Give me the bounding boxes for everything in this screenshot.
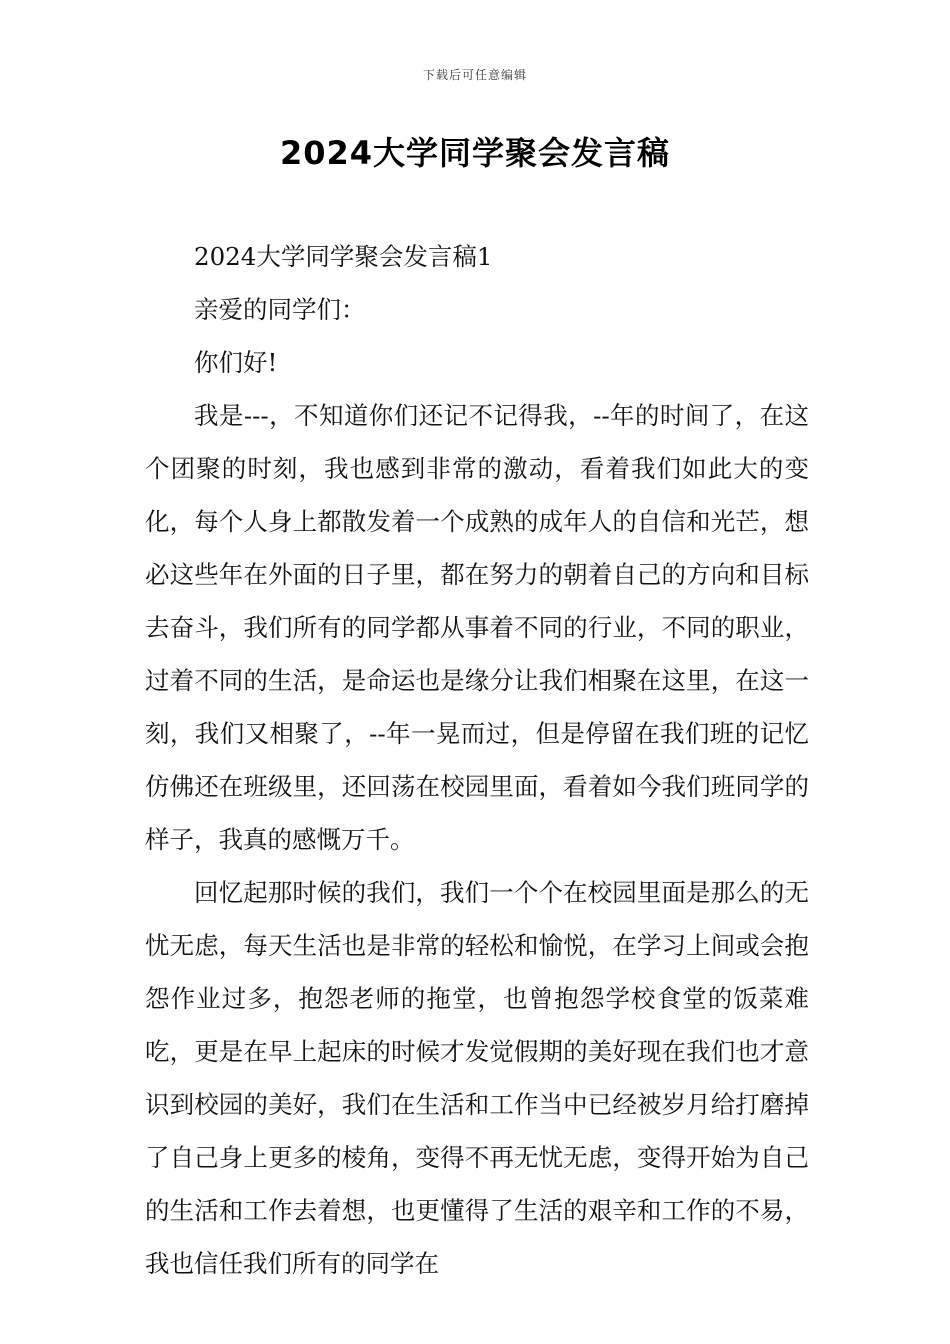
document-body: [145, 230, 809, 1290]
document-title: 2024大学同学聚会发言稿: [279, 134, 671, 172]
paragraph-body-2: 回忆起那时候的我们，我们一个个在校园里面是那么的无忧无虑，每天生活也是非常的轻松和愉悦，在学习上间或会抱怨作业过多，抱怨老师的拖堂，也曾抱怨学校食堂的饭菜难吃，更是在早上起床的时候才发觉假期的美好现在我们也才意识到校园的美好，我们在生活和工作当中已经被岁月给打磨掉了自己身上更多的棱角，变得不再无忧无虑，变得开始为自己的生活和工作去着想，也更懂得了生活的艰辛和工作的不易，我也信任我们所有的同学在: [145, 878, 809, 1278]
paragraph-salutation: 亲爱的同学们：: [194, 295, 366, 324]
paragraph-greeting: 你们好!: [194, 348, 278, 377]
page-header-note: 下载后可任意编辑: [422, 68, 527, 82]
paragraph-subtitle: 2024大学同学聚会发言稿1: [194, 242, 493, 271]
paragraph-body-1: 我是---，不知道你们还记不记得我，--年的时间了，在这个团聚的时刻，我也感到非常的激动，看着我们如此大的变化，每个人身上都散发着一个成熟的成年人的自信和光芒，想必这些年在外面的日子里，都在努力的朝着自己的方向和目标去奋斗，我们所有的同学都从事着不同的行业，不同的职业，过着不同的生活，是命运也是缘分让我们相聚在这里，在这一刻，我们又相聚了，--年一晃而过，但是停留在我们班的记忆仿佛还在班级里，还回荡在校园里面，看着如今我们班同学的样子，我真的感慨万千。: [145, 401, 809, 854]
